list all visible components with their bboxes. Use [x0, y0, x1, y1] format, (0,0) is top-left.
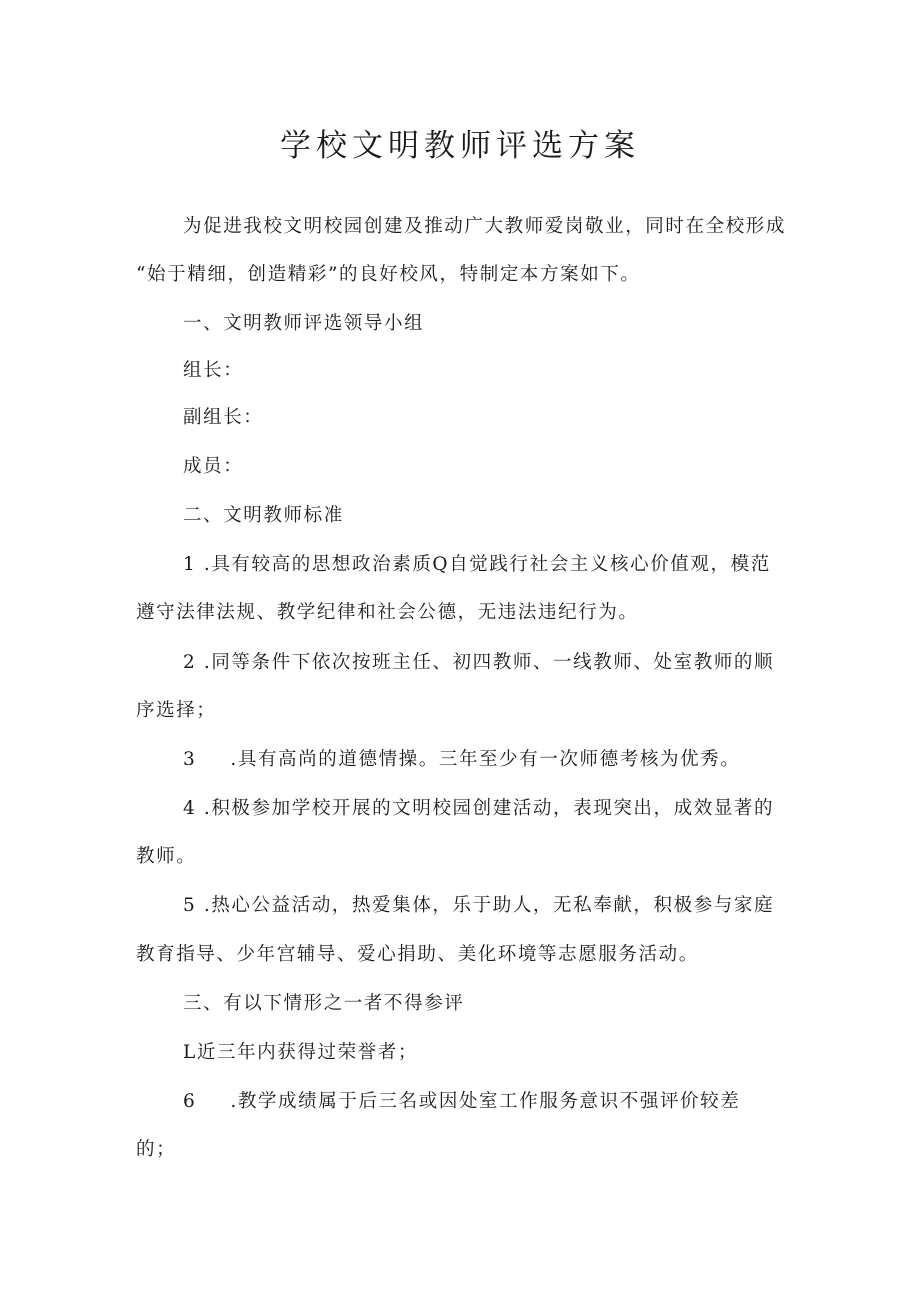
- criterion-2-line-1: 2 .同等条件下依次按班主任、初四教师、一线教师、处室教师的顺: [183, 652, 775, 673]
- exclusion-6: [183, 1090, 740, 1114]
- criterion-5-line-1: 5 .热心公益活动，热爱集体，乐于助人，无私奉献，积极参与家庭: [183, 895, 775, 916]
- section-3-heading: 三、有以下情形之一者不得参评: [183, 993, 465, 1014]
- document-title: 学校文明教师评选方案: [280, 128, 640, 164]
- members-label: 成员：: [183, 456, 244, 477]
- criterion-1-line-1: 1 .具有较高的思想政治素质Q自觉践行社会主义核心价值观，模范: [183, 554, 771, 575]
- deputy-leader-label: 副组长：: [183, 407, 264, 428]
- exclusion-6-continuation: 的；: [136, 1139, 177, 1160]
- criterion-3-number: 3: [183, 749, 197, 770]
- criterion-3: [183, 748, 740, 772]
- intro-line-1: 为促进我校文明校园创建及推动广大教师爱岗敬业，同时在全校形成: [183, 216, 787, 237]
- criterion-1-line-2: 遵守法律法规、教学纪律和社会公德，无违法违纪行为。: [136, 602, 639, 623]
- exclusion-6-text: .教学成绩属于后三名或因处室工作服务意识不强评价较差: [230, 1091, 741, 1112]
- criterion-4-line-2: 教师。: [136, 846, 197, 867]
- exclusion-6-number: 6: [183, 1091, 197, 1112]
- section-1-heading: 一、文明教师评选领导小组: [183, 313, 425, 334]
- intro-line-2: “始于精细，创造精彩”的良好校风，特制定本方案如下。: [136, 264, 641, 285]
- exclusion-l: L近三年内获得过荣誉者；: [183, 1042, 418, 1063]
- section-2-heading: 二、文明教师标准: [183, 505, 344, 526]
- criterion-2-line-2: 序选择；: [136, 700, 217, 721]
- criterion-3-text: .具有高尚的道德情操。三年至少有一次师德考核为优秀。: [230, 749, 741, 770]
- criterion-4-line-1: 4 .积极参加学校开展的文明校园创建活动，表现突出，成效显著的: [183, 798, 775, 819]
- criterion-5-line-2: 教育指导、少年宫辅导、爱心捐助、美化环境等志愿服务活动。: [136, 944, 699, 965]
- leader-label: 组长：: [183, 360, 244, 381]
